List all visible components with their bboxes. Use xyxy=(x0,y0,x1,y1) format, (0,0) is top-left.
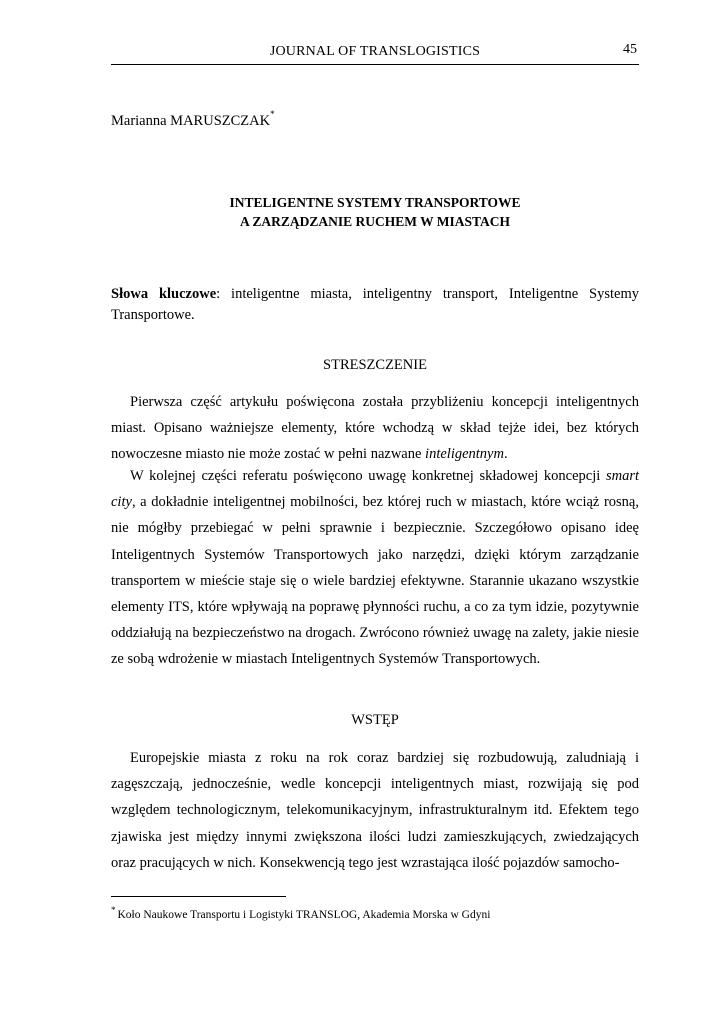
keywords xyxy=(111,284,639,326)
abstract-p1-text: Pierwsza część artykułu poświęcona została przybliżeniu koncepcji inteligentnych miast. Opisano ważniejsze elementy, które wchodzą w skład tejże idei, bez których nowoczesne miasto nie może zostać w pełni nazwane xyxy=(111,394,639,463)
author-footnote-mark: * xyxy=(270,109,275,119)
abstract-paragraph-1 xyxy=(111,389,639,468)
title-line-2: A ZARZĄDZANIE RUCHEM W MIASTACH xyxy=(239,214,511,229)
abstract-heading: STRESZCZENIE xyxy=(323,357,427,373)
abstract-p2-text: W kolejnej części referatu poświęcono uwagę konkretnej składowej koncepcji xyxy=(130,468,606,484)
keywords-label: Słowa kluczowe xyxy=(111,286,217,302)
intro-paragraph-1: Europejskie miasta z roku na rok coraz bardziej się rozbudowują, zaludniają i zagęszczają, jednocześnie, wedle koncepcji inteligentnych miast, rozwijają się pod względem technologicznym, telekomunikacyjnym, infrastrukturalnym itd. Efektem tego zjawiska jest między innymi zwiększona ilości ludzi zamieszkujących, zwiedzających oraz pracujących w nich. Konsekwencją tego jest wzrastająca ilość pojazdów samocho- xyxy=(111,750,639,871)
title-line-1: INTELIGENTNE SYSTEMY TRANSPORTOWE xyxy=(229,195,521,210)
abstract-p1-emphasis: inteligentnym xyxy=(425,446,504,463)
footnote-divider xyxy=(111,896,286,897)
intro-heading: WSTĘP xyxy=(351,712,399,728)
abstract-p2-emphasis: smart city xyxy=(111,468,639,511)
abstract-p2-end: , a dokładnie inteligentnej mobilności, bez której ruch w miastach, które wciąż rosną, nie mógłby przebiegać w pełni sprawnie i bezpiecznie. Szczegółowo opisano ideę Inteligentnych Systemów Transportowych jako narzędzi, dzięki którym zarządzanie transportem w mieście staje się o wiele bardziej efektywne. Starannie ukazano wszystkie elementy ITS, które wpływają na poprawę płynności ruchu, a co za tym idzie, pozytywnie oddziałują na bezpieczeństwo na drogach. Zwrócono również uwagę na zalety, jakie niesie ze sobą wdrożenie w miastach Inteligentnych Systemów Transportowych. xyxy=(111,494,639,668)
author-line xyxy=(111,111,275,130)
footnote xyxy=(111,905,490,921)
journal-title: JOURNAL OF TRANSLOGISTICS xyxy=(269,44,481,59)
abstract-paragraph-2 xyxy=(111,463,639,673)
author-name: Marianna MARUSZCZAK xyxy=(111,112,271,129)
page-number: 45 xyxy=(623,42,637,57)
abstract-p1-end: . xyxy=(503,446,508,463)
running-header xyxy=(111,42,639,65)
keywords-text: : inteligentne miasta, inteligentny transport, Inteligentne Systemy Transportowe. xyxy=(111,286,640,323)
paper-title xyxy=(111,193,639,231)
footnote-mark: * xyxy=(111,905,116,915)
footnote-text: Koło Naukowe Transportu i Logistyki TRANSLOG, Akademia Morska w Gdyni xyxy=(117,908,491,921)
